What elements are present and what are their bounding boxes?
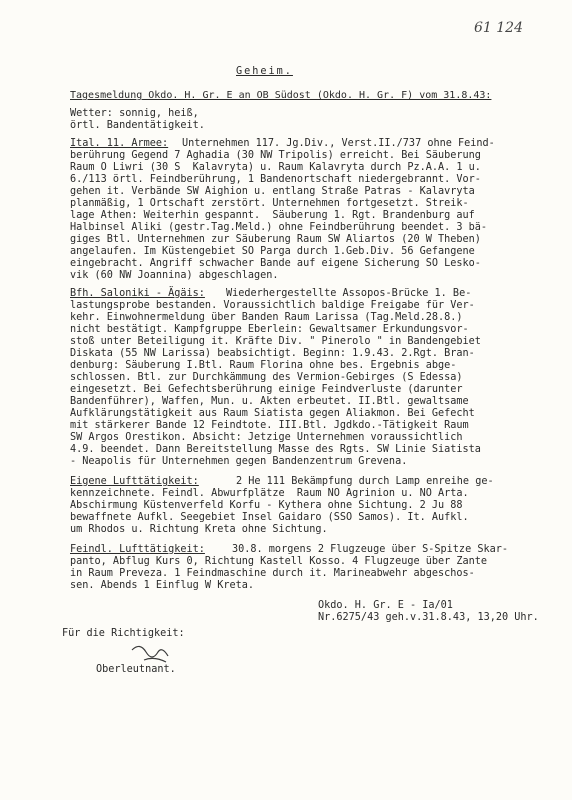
document-title: Tagesmeldung Okdo. H. Gr. E an OB Südost (Okdo. H. Gr. F) vom 31.8.43: [70, 90, 492, 101]
ital-line: angelaufen. Im Küstengebiet SO Parga durch 1.Geb.Div. 56 Gefangene [70, 246, 475, 257]
eigene-line: Abschirmung Küstenverfeld Korfu - Kythera ohne Sichtung. 2 Ju 88 [70, 500, 463, 511]
feindl-line: in Raum Preveza. 1 Feindmaschine durch it. Marineabwehr abgeschos- [70, 568, 475, 579]
eigene-line: 2 He 111 Bekämpfung durch Lamp enreihe ge- [236, 476, 494, 487]
ital-line: eingebracht. Angriff schwacher Bande auf eigene Sicherung SO Lesko- [70, 258, 481, 269]
befh-line: Wiederhergestellte Assopos-Brücke 1. Be- [226, 288, 472, 299]
ital-line: Halbinsel Aliki (gestr.Tag.Meld.) ohne Feindberührung beendet. 3 bä- [70, 222, 488, 233]
classification: Geheim. [236, 66, 293, 77]
befh-line: denburg: Säuberung I.Btl. Raum Florina ohne bes. Ergebnis abge- [70, 360, 457, 371]
reference-number: Nr.6275/43 geh.v.31.8.43, 13,20 Uhr. [318, 612, 539, 623]
befh-line: mit stärkerer Bande 12 Feindtote. III.Btl. Jgdkdo.-Tätigkeit Raum [70, 420, 469, 431]
eigene-line: bewaffnete Aufkl. Seegebiet Insel Gaidaro (SSO Samos). It. Aufkl. [70, 512, 469, 523]
befh-line: Aufklärungstätigkeit aus Raum Siatista gegen Aliakmon. Bei Gefecht [70, 408, 475, 419]
eigene-line: um Rhodos u. Richtung Kreta ohne Sichtung. [70, 524, 328, 535]
section-label-feindl: Feindl. Lufttätigkeit: [70, 544, 205, 555]
rank-line: Oberleutnant. [96, 664, 176, 675]
section-label-befh: Bfh. Saloniki - Ägäis: [70, 288, 205, 299]
ital-line: Raum O Liwri (30 S Kalavryta) u. Raum Kalavryta durch Pz.A.A. 1 u. [70, 162, 481, 173]
befh-line: 4.9. beendet. Dann Bereitstellung Masse des Rgts. SW Linie Siatista [70, 444, 481, 455]
befh-line: nicht bestätigt. Kampfgruppe Eberlein: Gewaltsamer Erkundungsvor- [70, 324, 469, 335]
weather-line-1: Wetter: sonnig, heiß, [70, 108, 199, 119]
ital-line: vik (60 NW Joannina) abgeschlagen. [70, 270, 279, 281]
befh-line: Diskata (55 NW Larissa) beabsichtigt. Beginn: 1.9.43. 2.Rgt. Bran- [70, 348, 475, 359]
feindl-line: panto, Abflug Kurs 0, Richtung Kastell Kosso. 4 Flugzeuge über Zante [70, 556, 488, 567]
ital-line: giges Btl. Unternehmen zur Säuberung Raum SW Aliartos (20 W Theben) [70, 234, 481, 245]
weather-line-2: örtl. Bandentätigkeit. [70, 120, 205, 131]
feindl-line: 30.8. morgens 2 Flugzeuge über S-Spitze Skar- [232, 544, 509, 555]
feindl-line: sen. Abends 1 Einflug W Kreta. [70, 580, 255, 591]
section-label-ital: Ital. 11. Armee: [70, 138, 169, 149]
ital-line: berührung Gegend 7 Aghadia (30 NW Tripolis) erreicht. Bei Säuberung [70, 150, 481, 161]
ital-line: 6./113 örtl. Feindberührung, 1 Bandenortschaft niedergebrannt. Vor- [70, 174, 481, 185]
befh-line: SW Argos Orestikon. Absicht: Jetzige Unternehmen voraussichtlich [70, 432, 463, 443]
befh-line: kehr. Einwohnermeldung über Banden Raum Larissa (Tag.Meld.28.8.) [70, 312, 463, 323]
ital-line: Unternehmen 117. Jg.Div., Verst.II./737 ohne Feind- [182, 138, 495, 149]
ital-line: gehen it. Verbände SW Aighion u. entlang Straße Patras - Kalavryta [70, 186, 475, 197]
befh-line: - Neapolis für Unternehmen gegen Bandenzentrum Grevena. [70, 456, 408, 467]
befh-line: eingesetzt. Bei Gefechtsberührung einige Feindverluste (darunter [70, 384, 463, 395]
befh-line: lastungsprobe bestanden. Voraussichtlich baldige Freigabe für Ver- [70, 300, 475, 311]
sender-line: Okdo. H. Gr. E - Ia/01 [318, 600, 453, 611]
section-label-eigene: Eigene Lufttätigkeit: [70, 476, 199, 487]
ital-line: lage Athen: Weiterhin gespannt. Säuberung 1. Rgt. Brandenburg auf [70, 210, 475, 221]
befh-line: schlossen. Btl. zur Durchkämmung des Vermion-Gebirges (S Edessa) [70, 372, 463, 383]
certification-line: Für die Richtigkeit: [62, 628, 185, 639]
eigene-line: kennzeichnete. Feindl. Abwurfplätze Raum NO Agrinion u. NO Arta. [70, 488, 469, 499]
ital-line: planmäßig, 1 Ortschaft zerstört. Unternehmen fortgesetzt. Streik- [70, 198, 469, 209]
archive-mark: 61 124 [474, 20, 523, 36]
befh-line: Bandenführer), Waffen, Mun. u. Akten erbeutet. II.Btl. gewaltsame [70, 396, 469, 407]
befh-line: stoß unter Beteiligung it. Kräfte Div. " Pinerolo " in Bandengebiet [70, 336, 481, 347]
